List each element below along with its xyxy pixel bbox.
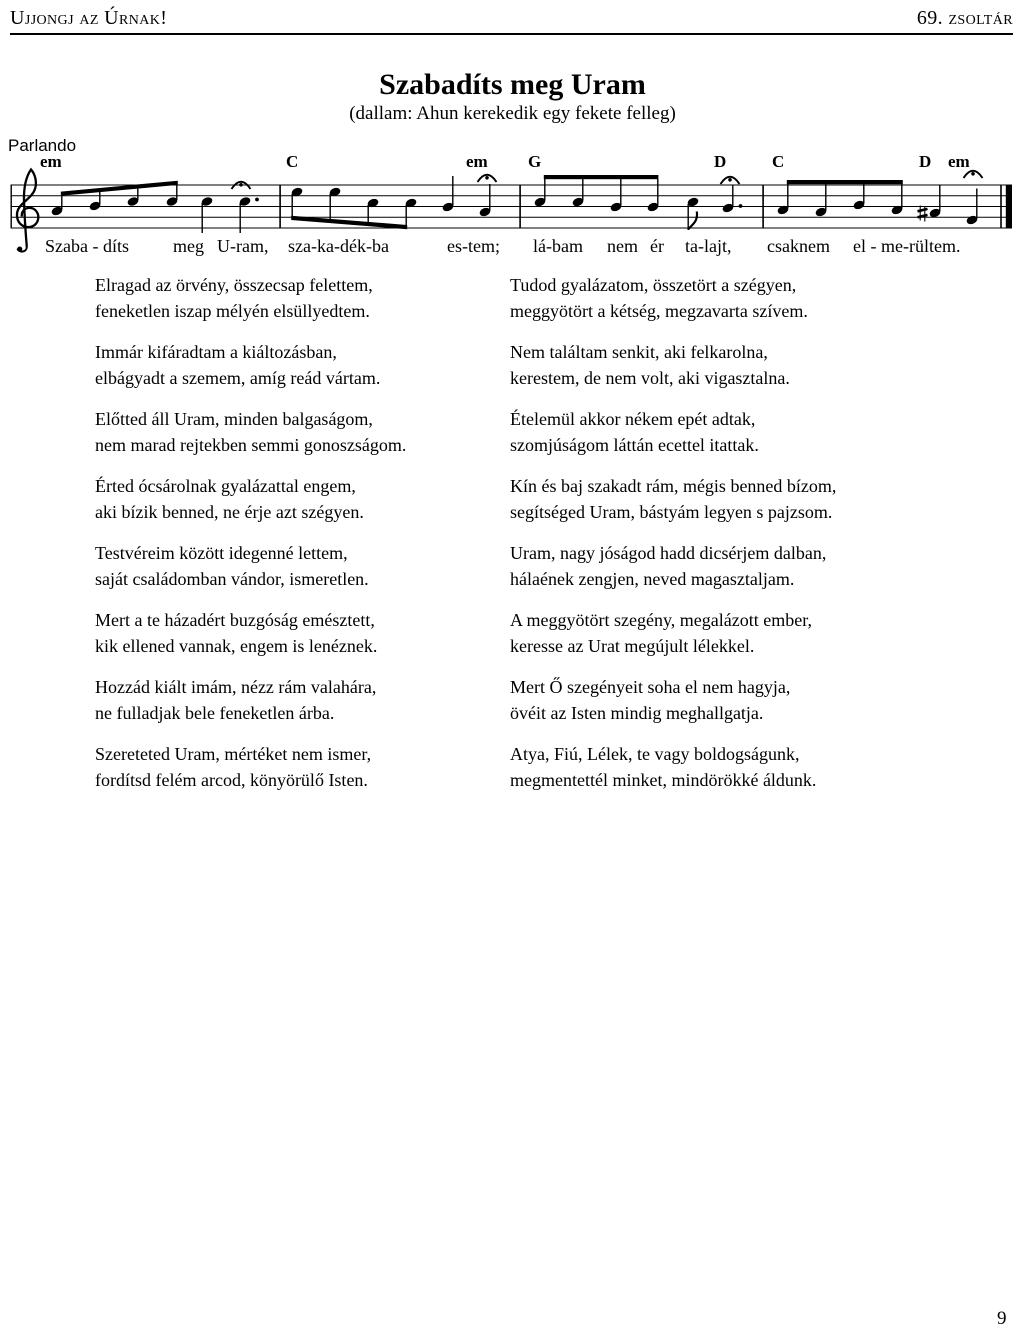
verse-line: Elragad az örvény, összecsap felettem,: [95, 275, 373, 295]
treble-clef-icon: [17, 170, 38, 252]
verse: [95, 406, 507, 458]
lyric-segment: U-ram,: [217, 236, 269, 256]
verse-line: A meggyötört szegény, megalázott ember,: [510, 610, 813, 630]
beam: [544, 175, 659, 179]
chord-label-3: em: [466, 152, 488, 171]
chord-label-7: D: [919, 152, 932, 171]
verse-line: Ételemül akkor nékem epét adtak,: [510, 409, 756, 429]
measure-2-notes: [290, 175, 496, 229]
verse-line: ne fulladjak bele feneketlen árba.: [95, 703, 335, 723]
lyric-segment: sza-ka-dék-ba: [288, 236, 389, 256]
verse-line: keresse az Urat megújult lélekkel.: [510, 636, 755, 656]
verse: [95, 674, 507, 726]
verse-line: Kín és baj szakadt rám, mégis benned bízom,: [510, 476, 837, 496]
beam: [61, 181, 178, 196]
lyric-segment: es-tem;: [447, 236, 500, 256]
verse-line: Hozzád kiált imám, nézz rám valahára,: [95, 677, 377, 697]
verse-line: Érted ócsárolnak gyalázattal engem,: [95, 476, 356, 496]
sharp-icon: [918, 206, 928, 222]
verse-column-right: [510, 272, 958, 808]
page-header: [10, 7, 1013, 30]
verse-column-left: [95, 272, 507, 808]
verse: [510, 741, 958, 793]
verse-line: Előtted áll Uram, minden balgaságom,: [95, 409, 373, 429]
header-rule: [10, 33, 1013, 35]
verse-line: Nem találtam senkit, aki felkarolna,: [510, 342, 768, 362]
lyric-segment: ta-lajt,: [685, 236, 732, 256]
verse: [510, 674, 958, 726]
verse-line: Immár kifáradtam a kiáltozásban,: [95, 342, 337, 362]
chord-label-1: em: [40, 152, 62, 171]
verse: [95, 607, 507, 659]
verse-line: Testvéreim között idegenné lettem,: [95, 543, 348, 563]
verse-line: hálaének zengjen, neved magasztaljam.: [510, 569, 795, 589]
verse-line: segítséged Uram, bástyám legyen s pajzsom.: [510, 502, 833, 522]
verse: [95, 473, 507, 525]
chord-label-4: G: [528, 152, 542, 171]
verse-line: szomjúságom láttán ecettel itattak.: [510, 435, 759, 455]
tempo-label: Parlando: [8, 136, 77, 155]
verse-line: kik ellened vannak, engem is lenéznek.: [95, 636, 378, 656]
chord-label-2: C: [286, 152, 299, 171]
fermata-icon: [232, 182, 251, 189]
fermata-icon: [721, 177, 740, 184]
verse: [510, 339, 958, 391]
verse: [510, 473, 958, 525]
page-title: Szabadíts meg Uram: [379, 68, 646, 101]
verse: [510, 272, 958, 324]
page-number: 9: [997, 1308, 1007, 1329]
verse: [95, 540, 507, 592]
music-system: [0, 136, 1025, 266]
verse: [95, 339, 507, 391]
verse: [510, 540, 958, 592]
verse-line: saját családomban vándor, ismeretlen.: [95, 569, 369, 589]
fermata-icon: [964, 171, 983, 178]
verse-line: kerestem, de nem volt, aki vigasztalna.: [510, 368, 790, 388]
lyric-segment: Szaba - díts: [45, 236, 129, 256]
lyric-segment: meg: [173, 236, 204, 256]
verse-line: feneketlen iszap mélyén elsüllyedtem.: [95, 301, 370, 321]
verse-line: Mert Ő szegényeit soha el nem hagyja,: [510, 677, 791, 697]
chord-label-8: em: [948, 152, 970, 171]
verse-line: nem marad rejtekben semmi gonoszságom.: [95, 435, 407, 455]
chord-label-5: D: [714, 152, 727, 171]
verse-line: Uram, nagy jóságod hadd dicsérjem dalban,: [510, 543, 827, 563]
lyric-segment: nem: [607, 236, 638, 256]
lyric-segment: lá-bam: [533, 236, 583, 256]
verse: [510, 406, 958, 458]
beam: [787, 180, 903, 184]
verse: [95, 741, 507, 793]
lyric-segment: ér: [650, 236, 664, 256]
fermata-icon: [478, 175, 497, 182]
verse-line: Tudod gyalázatom, összetört a szégyen,: [510, 275, 797, 295]
chord-label-6: C: [772, 152, 785, 171]
verse-line: meggyötört a kétség, megzavarta szívem.: [510, 301, 808, 321]
verse-line: Mert a te házadért buzgóság emésztett,: [95, 610, 375, 630]
beam: [291, 216, 407, 229]
lyric-segment: csaknem: [767, 236, 830, 256]
eighth-flag-icon: [688, 212, 697, 230]
verse-line: aki bízik benned, ne érje azt szégyen.: [95, 502, 364, 522]
verse-line: Szereteted Uram, mértéket nem ismer,: [95, 744, 372, 764]
verse: [510, 607, 958, 659]
verse-line: Atya, Fiú, Lélek, te vagy boldogságunk,: [510, 744, 800, 764]
measure-3-notes: [533, 175, 742, 230]
verse-line: elbágyadt a szemem, amíg reád vártam.: [95, 368, 381, 388]
header-right-title: 69. zsoltár: [916, 7, 1013, 29]
verse-line: fordítsd felém arcod, könyörülő Isten.: [95, 770, 368, 790]
verse: [95, 272, 507, 324]
lyric-segment: el - me-rültem.: [853, 236, 961, 256]
verse-line: megmentettél minket, mindörökké áldunk.: [510, 770, 817, 790]
header-left-title: Ujjongj az Úrnak!: [10, 7, 168, 29]
verse-line: övéit az Isten mindig meghallgatja.: [510, 703, 764, 723]
page-subtitle: (dallam: Ahun kerekedik egy fekete felleg): [349, 103, 676, 124]
